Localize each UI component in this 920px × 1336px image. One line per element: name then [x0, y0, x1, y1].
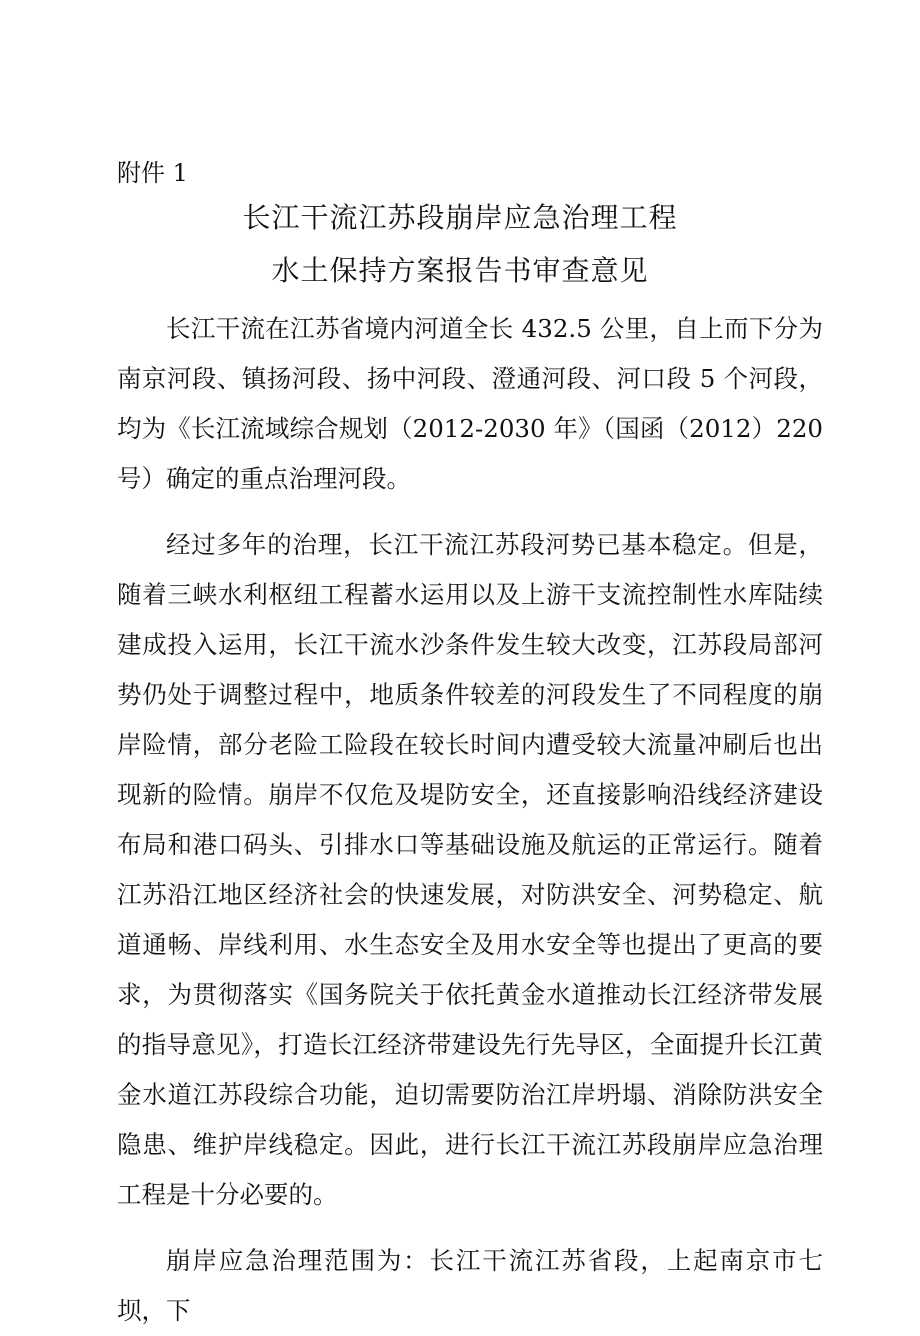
document-title-line-1: 长江干流江苏段崩岸应急治理工程	[242, 201, 678, 234]
paragraph-scope: 崩岸应急治理范围为：长江干流江苏省段，上起南京市七坝，下	[117, 1246, 823, 1325]
document-body	[117, 304, 823, 1336]
paragraph-background: 经过多年的治理，长江干流江苏段河势已基本稳定。但是，随着三峡水利枢纽工程蓄水运用以及上游干支流控制性水库陆续建成投入运用，长江干流水沙条件发生较大改变，江苏段局部河势仍处于调整过程中，地质条件较差的河段发生了不同程度的崩岸险情，部分老险工险段在较长时间内遭受较大流量冲刷后也出现新的险情。崩岸不仅危及堤防安全，还直接影响沿线经济建设布局和港口码头、引排水口等基础设施及航运的正常运行。随着江苏沿江地区经济社会的快速发展，对防洪安全、河势稳定、航道通畅、岸线利用、水生态安全及用水安全等也提出了更高的要求，为贯彻落实《国务院关于依托黄金水道推动长江经济带发展的指导意见》，打造长江经济带建设先行先导区，全面提升长江黄金水道江苏段综合功能，迫切需要防治江岸坍塌、消除防洪安全隐患、维护岸线稳定。因此，进行长江干流江苏段崩岸应急治理工程是十分必要的。	[117, 530, 823, 1209]
attachment-label: 附件 1	[117, 159, 188, 187]
paragraph-intro: 长江干流在江苏省境内河道全长 432.5 公里，自上而下分为南京河段、镇扬河段、扬中河段、澄通河段、河口段 5 个河段，均为《长江流域综合规划（2012-2030 年》（国函（2012）220 号）确定的重点治理河段。	[117, 314, 823, 493]
document-title-line-2: 水土保持方案报告书审查意见	[271, 254, 649, 287]
